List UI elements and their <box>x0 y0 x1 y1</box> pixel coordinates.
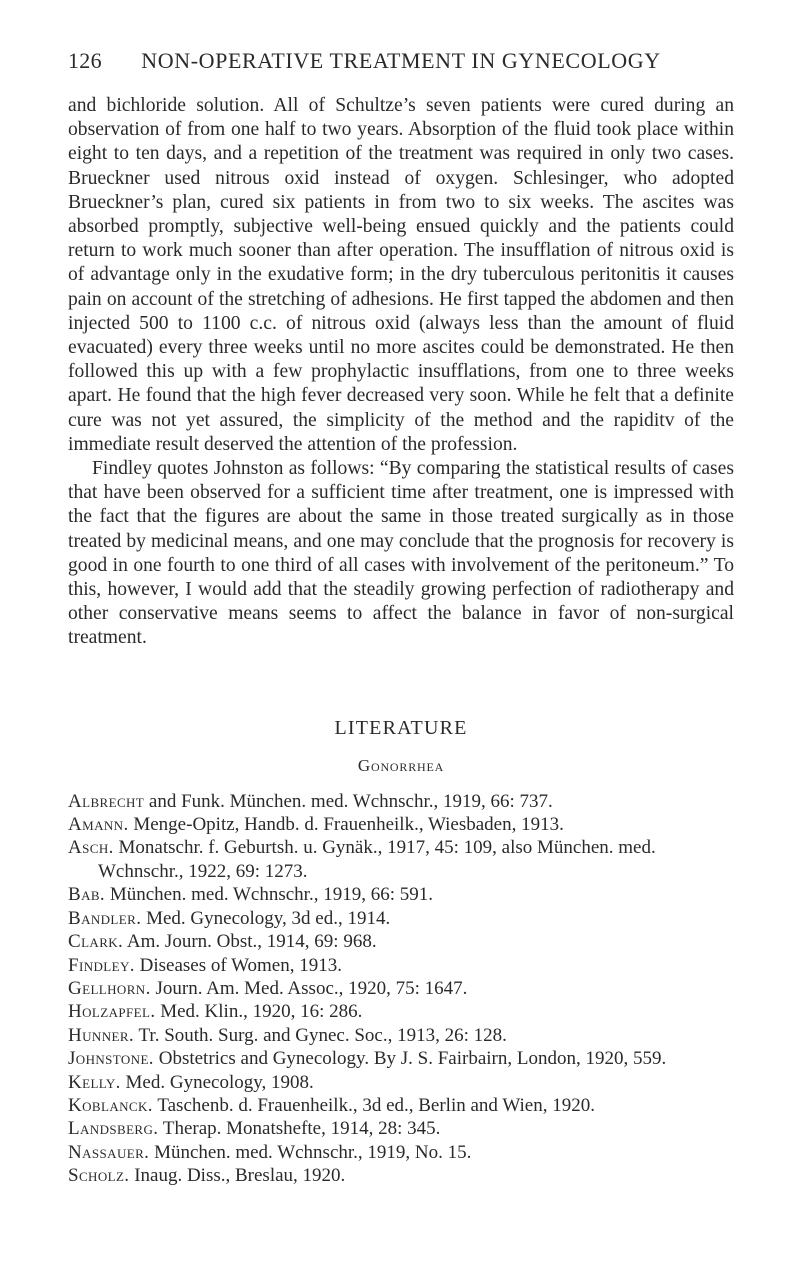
reference-text: Am. Journ. Obst., 1914, 69: 968. <box>126 931 377 953</box>
reference-author: Koblanck. <box>68 1094 153 1116</box>
reference-text: Tr. South. Surg. and Gynec. Soc., 1913, 26: 128. <box>138 1024 507 1046</box>
reference-text: München. med. Wchnschr., 1919, No. 15. <box>154 1141 472 1163</box>
reference-item <box>68 1047 734 1070</box>
reference-text: Monatschr. f. Geburtsh. u. Gynäk., 1917, 45: 109, also München. med. Wchnschr., 1922, 69: 1273. <box>98 837 656 882</box>
reference-item <box>68 836 734 883</box>
reference-author: Landsberg. <box>68 1118 159 1140</box>
reference-text: Med. Klin., 1920, 16: 286. <box>160 1001 363 1023</box>
reference-item <box>68 954 734 977</box>
reference-item <box>68 930 734 953</box>
running-head <box>68 48 734 84</box>
reference-text: Therap. Monatshefte, 1914, 28: 345. <box>162 1118 441 1140</box>
reference-item <box>68 790 734 813</box>
reference-text: Med. Gynecology, 1908. <box>125 1071 314 1093</box>
paragraph: and bichloride solution. All of Schultze’s seven patients were cured during an observation of from one half to two years. Absorption of the fluid took place within eight to ten days, and a repetition of the treatment was required in only two cases. Brueckner used nitrous oxid instead of oxygen. Schlesinger, who adopted Brueckner’s plan, cured six patients in from two to six weeks. The ascites was absorbed promptly, subjective well-being ensued quickly and the patients could return to work much sooner than after operation. The insufflation of nitrous oxid is of advantage only in the exudative form; in the dry tuberculous peritonitis it causes pain on account of the stretching of adhesions. He first tapped the abdomen and then injected 500 to 1100 c.c. of nitrous oxid (always less than the amount of fluid evacuated) every three weeks until no more ascites could be demonstrated. He then followed this up with a few prophylactic insufflations, from one to three weeks apart. He found that the high fever decreased very soon. While he felt that a definite cure was not yet assured, the simplicity of the method and the rapiditv of the immediate result deserved the attention of the profession. <box>68 95 734 455</box>
reference-author: Asch. <box>68 837 114 859</box>
reference-author: Hunner. <box>68 1024 135 1046</box>
page-number: 126 <box>68 48 102 73</box>
reference-item <box>68 1071 734 1094</box>
reference-text: Taschenb. d. Frauenheilk., 3d ed., Berlin and Wien, 1920. <box>157 1094 595 1116</box>
running-title: NON-OPERATIVE TREATMENT IN GYNECOLOGY <box>141 48 661 73</box>
reference-text: München. med. Wchnschr., 1919, 66: 591. <box>109 884 433 906</box>
reference-author: Bandler. <box>68 907 142 929</box>
paragraph: Findley quotes Johnston as follows: “By comparing the statistical results of cases that have been observed for a sufficient time after treatment, one is impressed with the fact that the figures are about the same in those treated surgically as in those treated by medicinal means, and one may conclude that the prognosis for recovery is good in one fourth to one third of all cases with involvement of the peritoneum.” To this, however, I would add that the steadily growing perfection of radiotherapy and other conservative means seems to affect the balance in favor of non-surgical treatment. <box>68 458 734 649</box>
reference-text: and Funk. München. med. Wchnschr., 1919, 66: 737. <box>148 790 553 812</box>
reference-text: Diseases of Women, 1913. <box>139 954 342 976</box>
reference-author: Amann. <box>68 814 129 836</box>
body-text <box>68 94 734 651</box>
reference-author: Albrecht <box>68 790 145 812</box>
reference-author: Holzapfel. <box>68 1001 156 1023</box>
reference-author: Nassauer. <box>68 1141 150 1163</box>
reference-author: Findley. <box>68 954 135 976</box>
reference-text: Menge-Opitz, Handb. d. Frauenheilk., Wiesbaden, 1913. <box>133 814 564 836</box>
reference-author: Johnstone. <box>68 1048 154 1070</box>
reference-item <box>68 813 734 836</box>
gonorrhea-subheading: Gonorrhea <box>357 755 445 775</box>
reference-item <box>68 883 734 906</box>
reference-text: Journ. Am. Med. Assoc., 1920, 75: 1647. <box>155 977 468 999</box>
reference-text: Med. Gynecology, 3d ed., 1914. <box>146 907 391 929</box>
reference-item <box>68 1117 734 1140</box>
reference-author: Bab. <box>68 884 106 906</box>
reference-item <box>68 1094 734 1117</box>
literature-heading: LITERATURE <box>334 716 468 739</box>
reference-text: Inaug. Diss., Breslau, 1920. <box>134 1165 346 1187</box>
reference-list <box>68 790 734 1188</box>
reference-author: Clark. <box>68 931 124 953</box>
reference-author: Kelly. <box>68 1071 121 1093</box>
reference-item <box>68 1141 734 1164</box>
reference-item <box>68 907 734 930</box>
reference-item <box>68 1024 734 1047</box>
reference-item <box>68 977 734 1000</box>
reference-text: Obstetrics and Gynecology. By J. S. Fairbairn, London, 1920, 559. <box>158 1048 667 1070</box>
reference-item <box>68 1164 734 1187</box>
reference-item <box>68 1000 734 1023</box>
reference-author: Gellhorn. <box>68 977 151 999</box>
reference-author: Scholz. <box>68 1165 130 1187</box>
